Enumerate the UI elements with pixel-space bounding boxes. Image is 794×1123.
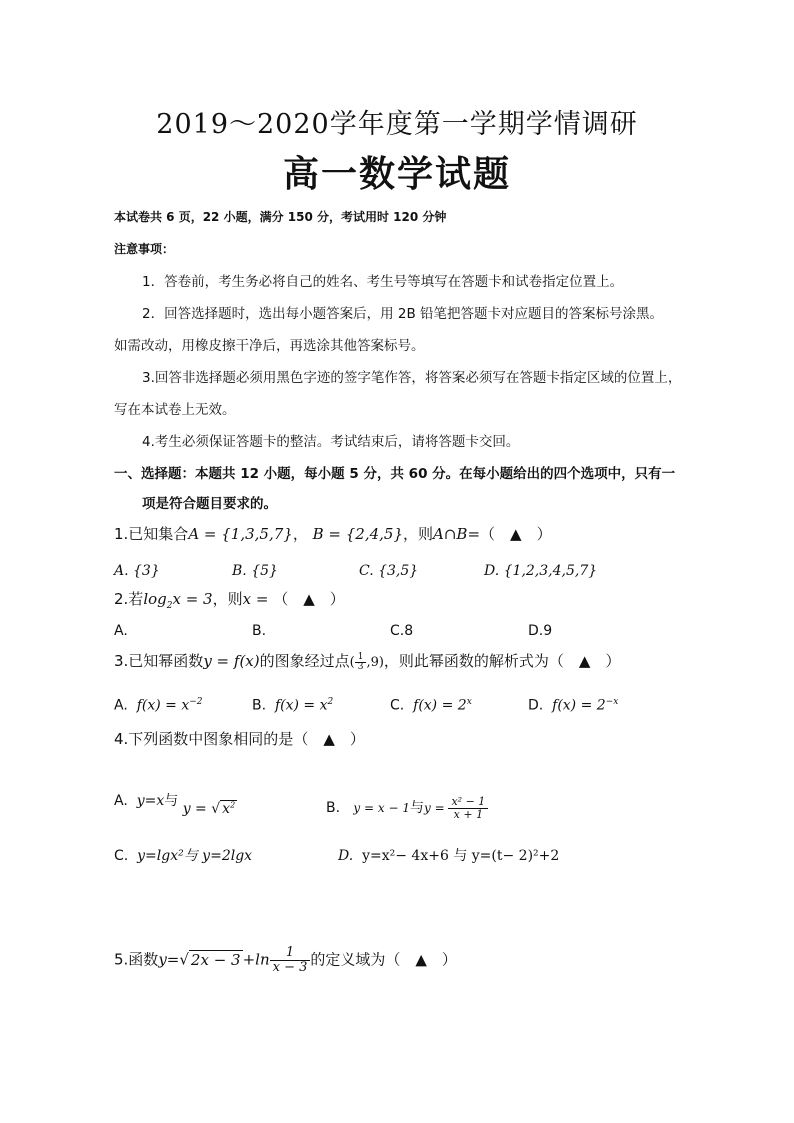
q2-option-b: B.	[252, 623, 267, 639]
notice-heading: 注意事项：	[114, 242, 175, 256]
exam-subtitle: 2019～2020学年度第一学期学情调研	[156, 109, 638, 140]
q3-suffix: ，则此幂函数的解析式为（ ▲ ）	[383, 652, 621, 670]
q4-option-b: B. y = x − 1与y = $\frac{\text{x² − 1}}{x + 1}$	[326, 796, 488, 820]
q3-option-d: D. $f(x) = 2^{-x}$	[528, 697, 619, 714]
q2-option-a: A.	[114, 623, 128, 639]
section-heading-cont: 项是符合题目要求的。	[142, 496, 277, 512]
q3-func: y = f(x)	[203, 652, 260, 670]
q2-x: x =	[242, 590, 269, 608]
q4-option-d: D. y=x²− 4x+6 与 y=(t− 2)²+2	[338, 848, 560, 864]
q1-set-b: B = {2,4,5}	[312, 525, 404, 543]
q2-prefix: 2.若	[114, 590, 144, 608]
question-5: 5.函数y=√ 2x − 3 +ln $\frac{1}{x - 3}$ 的定义域为（ ▲ ）	[114, 945, 457, 975]
q2-mid: ，则	[212, 590, 243, 608]
notice-item-3-cont: 写在本试卷上无效。	[114, 402, 236, 418]
q3-point: ( $\frac{1}{3}$ ,9)	[349, 651, 384, 672]
question-4: 4.下列函数中图象相同的是（ ▲ ）	[114, 730, 365, 748]
q2-eq: x = 3	[172, 590, 213, 608]
q3-option-b: B. $f(x) = x^2$	[252, 697, 334, 714]
notice-item-4: 4.考生必须保证答题卡的整洁。考试结束后，请将答题卡交回。	[142, 434, 520, 450]
question-3	[114, 650, 620, 672]
q2-option-c: C.8	[390, 623, 414, 639]
q1-set-a: A = {1,3,5,7}	[188, 525, 293, 543]
q1-option-d: D. {1,2,3,4,5,7}	[484, 563, 598, 579]
q3-mid: 的图象经过点	[259, 652, 350, 670]
q3-option-c: C. $f(x) = 2^x$	[390, 697, 472, 714]
q1-expr: A∩B=	[433, 525, 481, 543]
question-2	[114, 588, 345, 611]
section-heading: 一、选择题：本题共 12 小题，每小题 5 分，共 60 分。在每小题给出的四个选项中，只有一	[114, 466, 676, 482]
q1-mid: ，则	[403, 525, 434, 543]
q4-option-c: C. y=lgx²与 y=2lgx	[114, 848, 253, 864]
q1-option-c: C. {3,5}	[359, 563, 419, 579]
q3-prefix: 3.已知幂函数	[114, 652, 204, 670]
exam-title: 高一数学试题	[282, 154, 511, 195]
q1-option-b: B. {5}	[232, 563, 278, 579]
notice-item-2: 2．回答选择题时，选出每小题答案后，用 2B 铅笔把答题卡对应题目的答案标号涂黑。	[142, 306, 664, 322]
q1-prefix: 1.已知集合	[114, 525, 189, 543]
q2-log-base: 2	[166, 601, 173, 611]
notice-item-2-cont: 如需改动，用橡皮擦干净后，再选涂其他答案标号。	[114, 338, 425, 354]
question-1	[114, 523, 552, 544]
exam-info: 本试卷共 6 页，22 小题，满分 150 分，考试用时 120 分钟	[114, 210, 447, 224]
q1-blank: （ ▲ ）	[480, 525, 552, 543]
q1-sep: ，	[292, 525, 308, 543]
q3-option-a: A. $f(x) = x^{-2}$	[114, 697, 203, 714]
q2-blank: （ ▲ ）	[273, 590, 345, 608]
q1-option-a: A. {3}	[114, 563, 160, 579]
q2-option-d: D.9	[528, 623, 553, 639]
notice-item-1: 1．答卷前，考生务必将自己的姓名、考生号等填写在答题卡和试卷指定位置上。	[142, 274, 624, 290]
notice-item-3: 3.回答非选择题必须用黑色字迹的签字笔作答，将答案必须写在答题卡指定区域的位置上，	[142, 370, 682, 386]
q4-option-a: A. y=x与 y = √ $x^2$	[114, 793, 236, 817]
q2-log: log	[143, 590, 167, 608]
